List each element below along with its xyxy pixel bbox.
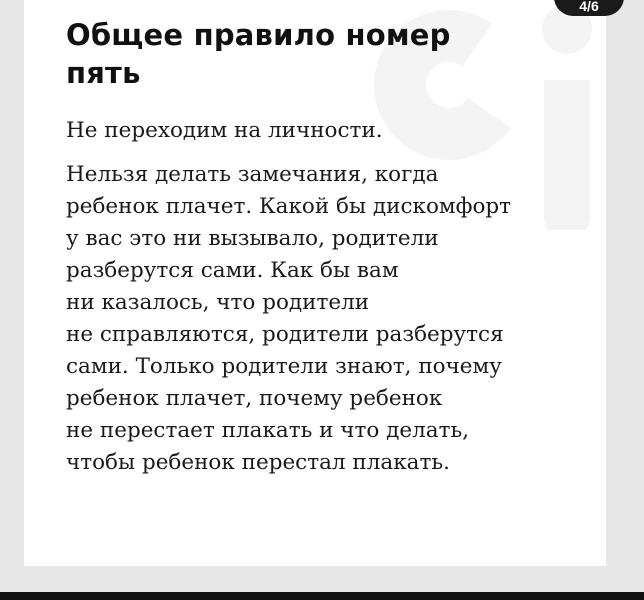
body-line: у вас это ни вызывало, родители xyxy=(66,226,439,251)
slide-body xyxy=(66,115,586,479)
slide-counter-badge: 4/6 xyxy=(554,0,624,16)
body-line: Нельзя делать замечания, когда xyxy=(66,162,439,187)
body-line: чтобы ребенок перестал плакать. xyxy=(66,450,450,475)
body-line: сами. Только родители знают, почему xyxy=(66,354,502,379)
body-paragraph xyxy=(66,159,586,479)
body-line: разберутся сами. Как бы вам xyxy=(66,258,399,283)
body-line: не справляются, родители разберутся xyxy=(66,322,504,347)
body-line: ребенок плачет. Какой бы дискомфорт xyxy=(66,194,512,219)
slide-title-line-1: Общее правило номер xyxy=(66,18,451,52)
body-line: не перестает плакать и что делать, xyxy=(66,418,470,443)
body-line: ребенок плачет, почему ребенок xyxy=(66,386,443,411)
body-line: ни казалось, что родители xyxy=(66,290,370,315)
bottom-bar xyxy=(0,592,644,600)
slide-title xyxy=(66,16,536,92)
lead-sentence: Не переходим на личности. xyxy=(66,118,383,143)
slide-title-line-2: пять xyxy=(66,56,141,90)
